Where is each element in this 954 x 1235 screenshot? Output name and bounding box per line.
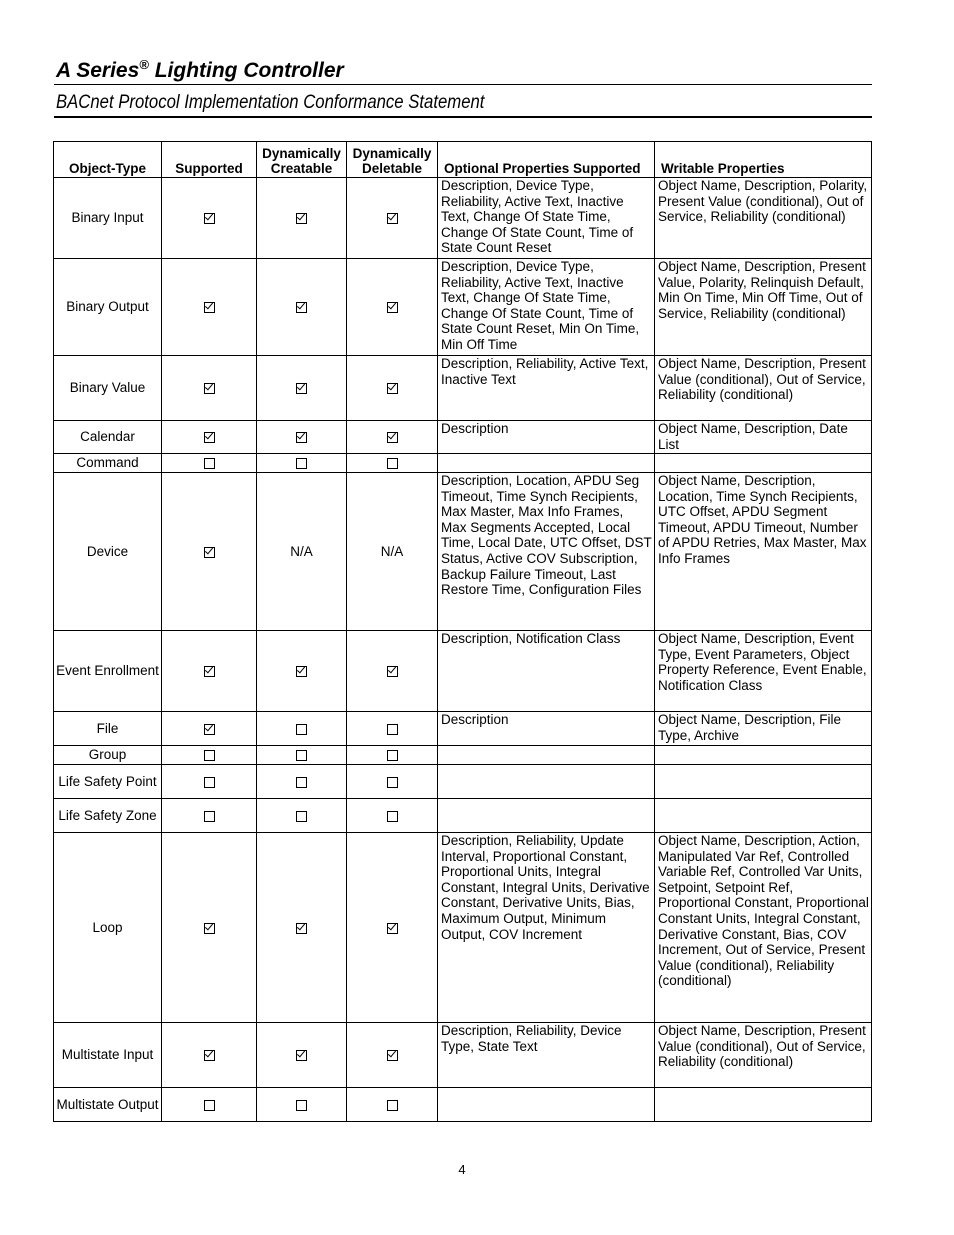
- optional-properties-cell: Description, Reliability, Update Interval, Proportional Constant, Proportional Units, Integral Constant, Integral Units, Derivative Constant, Derivative Units, Bias, Maximum Output, Minimum Output, COV Increment: [438, 833, 655, 1023]
- checked-box-icon: [296, 666, 307, 677]
- empty-box-icon: [387, 724, 398, 735]
- checked-box-icon: [387, 383, 398, 394]
- empty-box-icon: [387, 750, 398, 761]
- table-row: [54, 765, 872, 799]
- supported-cell: [162, 765, 257, 799]
- table-row: [54, 746, 872, 765]
- optional-properties-cell: Description, Device Type, Reliability, Active Text, Inactive Text, Change Of State Time, Change Of State Count, Time of State Count Reset, Min On Time, Min Off Time: [438, 259, 655, 356]
- object-type-cell: Binary Value: [54, 356, 162, 421]
- supported-cell: [162, 833, 257, 1023]
- checked-box-icon: [204, 923, 215, 934]
- header-supported: Supported: [162, 142, 257, 178]
- writable-properties-cell: Object Name, Description, File Type, Archive: [655, 712, 872, 746]
- table-row: [54, 454, 872, 473]
- writable-properties-cell: [655, 799, 872, 833]
- optional-properties-cell: [438, 746, 655, 765]
- supported-cell: [162, 454, 257, 473]
- empty-box-icon: [387, 1100, 398, 1111]
- optional-properties-cell: Description: [438, 712, 655, 746]
- supported-cell: [162, 799, 257, 833]
- header-creatable: Dynamically Creatable: [257, 142, 347, 178]
- deletable-cell: [347, 473, 438, 631]
- table-row: [54, 1023, 872, 1088]
- checked-box-icon: [296, 213, 307, 224]
- writable-properties-cell: Object Name, Description, Date List: [655, 421, 872, 454]
- registered-mark: ®: [139, 57, 149, 72]
- deletable-cell: [347, 421, 438, 454]
- creatable-cell: [257, 259, 347, 356]
- not-applicable-text: N/A: [290, 543, 313, 559]
- empty-box-icon: [296, 777, 307, 788]
- writable-properties-cell: Object Name, Description, Present Value (conditional), Out of Service, Reliability (conditional): [655, 356, 872, 421]
- supported-cell: [162, 746, 257, 765]
- writable-properties-cell: [655, 454, 872, 473]
- table-row: [54, 421, 872, 454]
- creatable-cell: [257, 712, 347, 746]
- checked-box-icon: [387, 432, 398, 443]
- supported-cell: [162, 712, 257, 746]
- deletable-cell: [347, 1088, 438, 1122]
- checked-box-icon: [204, 1050, 215, 1061]
- supported-cell: [162, 473, 257, 631]
- header-deletable: Dynamically Deletable: [347, 142, 438, 178]
- table-row: [54, 833, 872, 1023]
- deletable-cell: [347, 356, 438, 421]
- creatable-cell: [257, 1023, 347, 1088]
- checked-box-icon: [296, 923, 307, 934]
- object-type-cell: Binary Input: [54, 178, 162, 259]
- object-type-cell: Life Safety Zone: [54, 799, 162, 833]
- empty-box-icon: [296, 458, 307, 469]
- supported-cell: [162, 631, 257, 712]
- creatable-cell: [257, 421, 347, 454]
- writable-properties-cell: [655, 1088, 872, 1122]
- object-type-cell: Group: [54, 746, 162, 765]
- subtitle-rule: [54, 116, 872, 118]
- table-row: [54, 712, 872, 746]
- creatable-cell: [257, 473, 347, 631]
- creatable-cell: [257, 631, 347, 712]
- empty-box-icon: [204, 1100, 215, 1111]
- supported-cell: [162, 1023, 257, 1088]
- empty-box-icon: [204, 777, 215, 788]
- writable-properties-cell: [655, 746, 872, 765]
- object-type-cell: Life Safety Point: [54, 765, 162, 799]
- creatable-cell: [257, 746, 347, 765]
- writable-properties-cell: Object Name, Description, Present Value (conditional), Out of Service, Reliability (conditional): [655, 1023, 872, 1088]
- checked-box-icon: [296, 302, 307, 313]
- empty-box-icon: [296, 811, 307, 822]
- title-text: A Series: [56, 59, 140, 82]
- creatable-cell: [257, 799, 347, 833]
- checked-box-icon: [204, 383, 215, 394]
- empty-box-icon: [204, 750, 215, 761]
- checked-box-icon: [204, 724, 215, 735]
- table-row: [54, 799, 872, 833]
- optional-properties-cell: Description, Device Type, Reliability, Active Text, Inactive Text, Change Of State Time, Change Of State Count, Time of State Count Reset: [438, 178, 655, 259]
- checked-box-icon: [387, 666, 398, 677]
- checked-box-icon: [296, 432, 307, 443]
- creatable-cell: [257, 356, 347, 421]
- checked-box-icon: [296, 1050, 307, 1061]
- checked-box-icon: [204, 666, 215, 677]
- checked-box-icon: [387, 1050, 398, 1061]
- deletable-cell: [347, 631, 438, 712]
- creatable-cell: [257, 765, 347, 799]
- page-number: 4: [458, 1162, 466, 1177]
- deletable-cell: [347, 1023, 438, 1088]
- deletable-cell: [347, 178, 438, 259]
- checked-box-icon: [204, 547, 215, 558]
- deletable-cell: [347, 746, 438, 765]
- empty-box-icon: [204, 458, 215, 469]
- optional-properties-cell: Description: [438, 421, 655, 454]
- object-type-cell: Event Enrollment: [54, 631, 162, 712]
- creatable-cell: [257, 454, 347, 473]
- empty-box-icon: [296, 1100, 307, 1111]
- optional-properties-cell: Description, Notification Class: [438, 631, 655, 712]
- optional-properties-cell: [438, 799, 655, 833]
- page-subtitle: BACnet Protocol Implementation Conformance Statement: [56, 92, 485, 113]
- object-types-table: [53, 141, 872, 1122]
- object-type-cell: File: [54, 712, 162, 746]
- page-title: [56, 57, 344, 83]
- checked-box-icon: [387, 213, 398, 224]
- not-applicable-text: N/A: [380, 543, 404, 559]
- checked-box-icon: [204, 432, 215, 443]
- creatable-cell: [257, 178, 347, 259]
- deletable-cell: [347, 454, 438, 473]
- table-row: [54, 1088, 872, 1122]
- table-row: [54, 356, 872, 421]
- empty-box-icon: [296, 724, 307, 735]
- empty-box-icon: [296, 750, 307, 761]
- supported-cell: [162, 421, 257, 454]
- empty-box-icon: [387, 811, 398, 822]
- writable-properties-cell: Object Name, Description, Action, Manipulated Var Ref, Controlled Variable Ref, Controlled Var Units, Setpoint, Setpoint Ref, Proportional Constant, Proportional Constant Units, Integral Constant, Derivative Constant, Bias, COV Increment, Out of Service, Present Value (conditional), Reliability (conditional): [655, 833, 872, 1023]
- optional-properties-cell: Description, Reliability, Device Type, State Text: [438, 1023, 655, 1088]
- object-type-cell: Calendar: [54, 421, 162, 454]
- checked-box-icon: [204, 302, 215, 313]
- empty-box-icon: [387, 458, 398, 469]
- checked-box-icon: [204, 213, 215, 224]
- deletable-cell: [347, 799, 438, 833]
- optional-properties-cell: [438, 1088, 655, 1122]
- checked-box-icon: [387, 923, 398, 934]
- header-object-type: Object-Type: [54, 142, 162, 178]
- writable-properties-cell: Object Name, Description, Present Value, Polarity, Relinquish Default, Min On Time, Min Off Time, Out of Service, Reliability (conditional): [655, 259, 872, 356]
- title-rule: [54, 84, 872, 85]
- table-header-row: [54, 142, 872, 178]
- optional-properties-cell: Description, Location, APDU Seg Timeout, Time Synch Recipients, Max Master, Max Info Frames, Max Segments Accepted, Local Time, Local Date, UTC Offset, DST Status, Active COV Subscription, Backup Failure Timeout, Last Restore Time, Configuration Files: [438, 473, 655, 631]
- object-type-cell: Binary Output: [54, 259, 162, 356]
- writable-properties-cell: Object Name, Description, Location, Time Synch Recipients, UTC Offset, APDU Segment Timeout, APDU Timeout, Number of APDU Retries, Max Master, Max Info Frames: [655, 473, 872, 631]
- optional-properties-cell: [438, 765, 655, 799]
- object-type-cell: Multistate Output: [54, 1088, 162, 1122]
- deletable-cell: [347, 765, 438, 799]
- title-text-rest: Lighting Controller: [148, 59, 344, 82]
- object-type-cell: Command: [54, 454, 162, 473]
- optional-properties-cell: [438, 454, 655, 473]
- supported-cell: [162, 259, 257, 356]
- deletable-cell: [347, 712, 438, 746]
- object-type-cell: Device: [54, 473, 162, 631]
- supported-cell: [162, 1088, 257, 1122]
- table-row: [54, 259, 872, 356]
- table-row: [54, 178, 872, 259]
- empty-box-icon: [204, 811, 215, 822]
- creatable-cell: [257, 1088, 347, 1122]
- optional-properties-cell: Description, Reliability, Active Text, Inactive Text: [438, 356, 655, 421]
- object-type-cell: Loop: [54, 833, 162, 1023]
- checked-box-icon: [296, 383, 307, 394]
- writable-properties-cell: Object Name, Description, Polarity, Present Value (conditional), Out of Service, Reliability (conditional): [655, 178, 872, 259]
- header-optional-properties: Optional Properties Supported: [438, 142, 655, 178]
- supported-cell: [162, 356, 257, 421]
- table-row: [54, 473, 872, 631]
- writable-properties-cell: Object Name, Description, Event Type, Event Parameters, Object Property Reference, Event Enable, Notification Class: [655, 631, 872, 712]
- deletable-cell: [347, 259, 438, 356]
- supported-cell: [162, 178, 257, 259]
- empty-box-icon: [387, 777, 398, 788]
- header-writable-properties: Writable Properties: [655, 142, 872, 178]
- deletable-cell: [347, 833, 438, 1023]
- checked-box-icon: [387, 302, 398, 313]
- table-row: [54, 631, 872, 712]
- writable-properties-cell: [655, 765, 872, 799]
- object-type-cell: Multistate Input: [54, 1023, 162, 1088]
- creatable-cell: [257, 833, 347, 1023]
